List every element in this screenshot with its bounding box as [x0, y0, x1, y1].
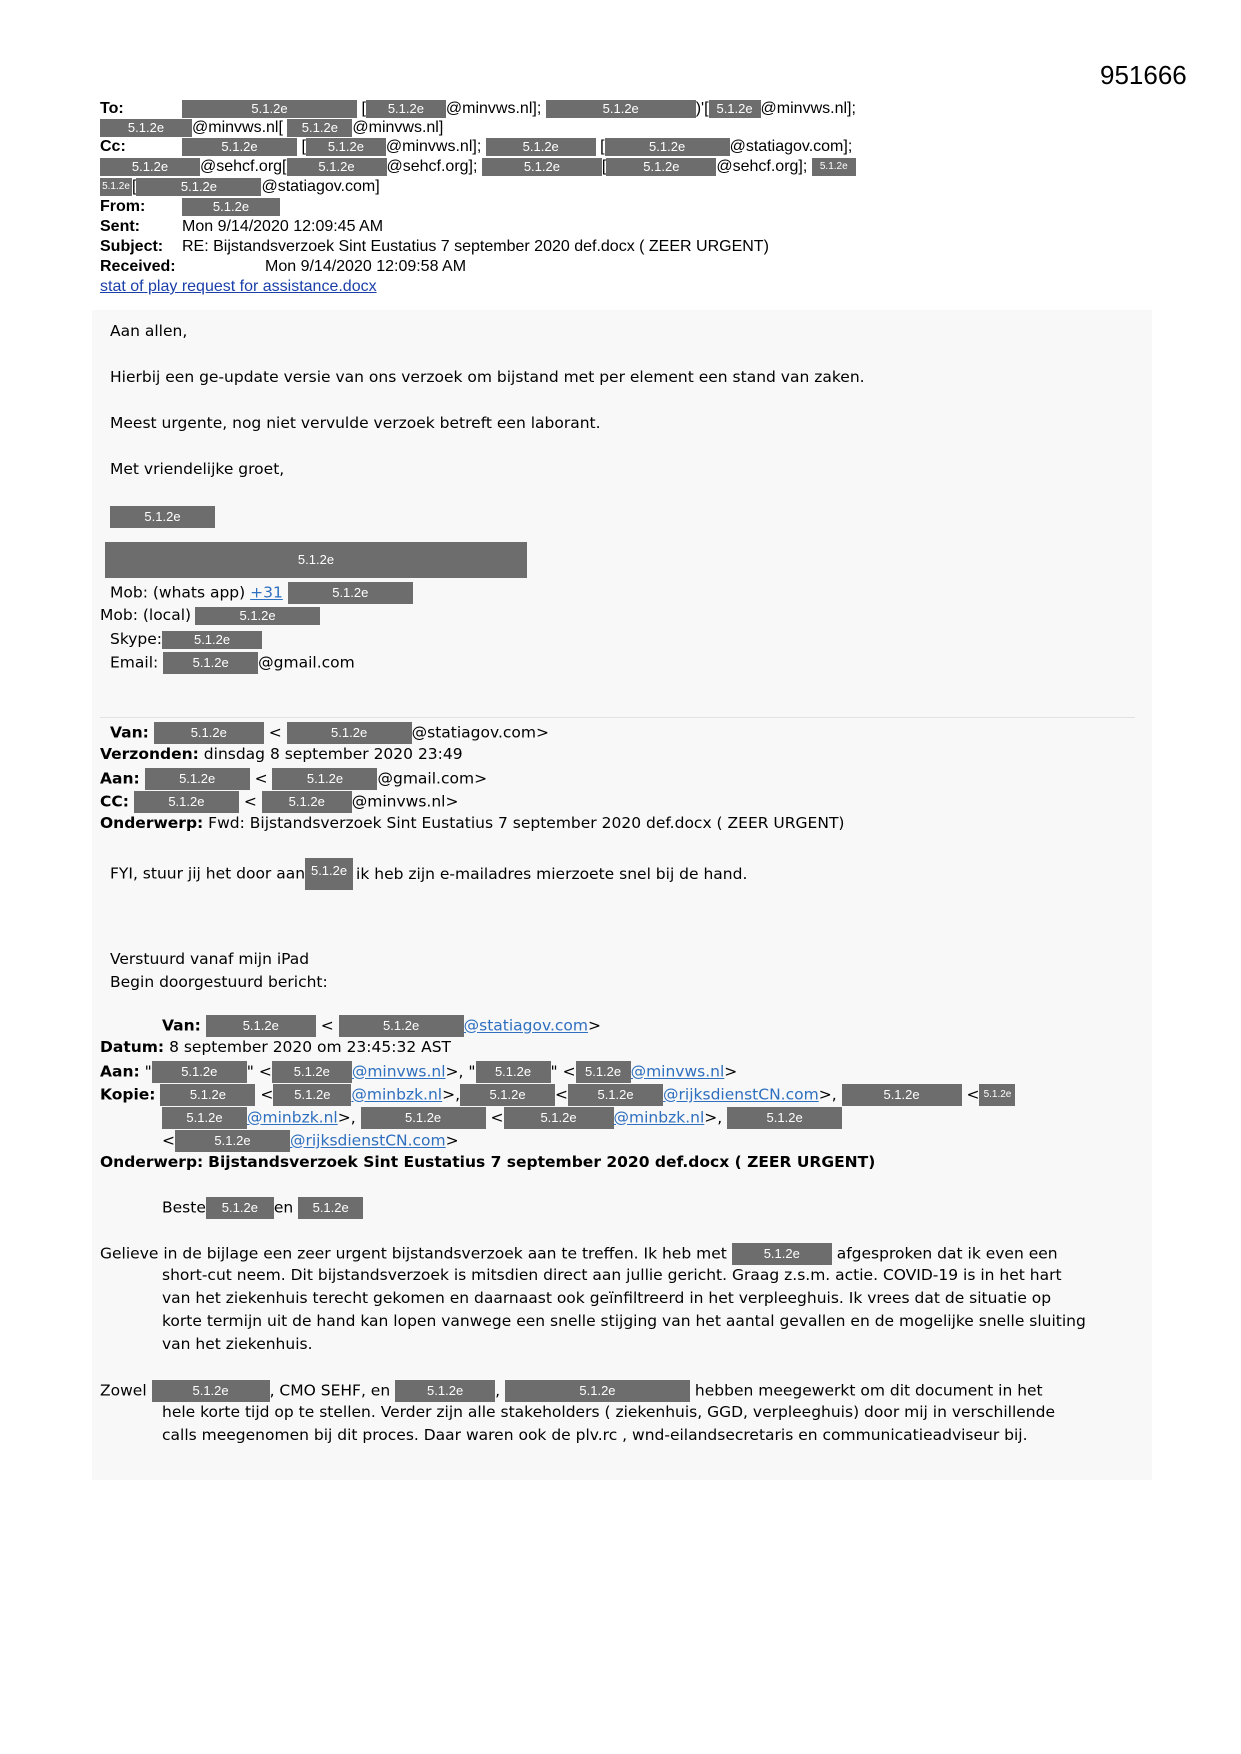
- cc-label: CC:: [100, 792, 129, 811]
- redaction-box: 5.1.2e: [306, 138, 386, 156]
- fwd-aan-label: Aan:: [100, 1062, 140, 1081]
- greeting: Aan allen,: [110, 322, 188, 340]
- beste-text: Beste: [162, 1198, 206, 1217]
- from-label: From:: [100, 198, 146, 216]
- redaction-box: 5.1.2e: [305, 858, 353, 890]
- onderwerp-value: Fwd: Bijstandsverzoek Sint Eustatius 7 september 2020 def.docx ( ZEER URGENT): [208, 814, 845, 832]
- phone-link[interactable]: +31: [250, 583, 283, 602]
- skype-label: Skype:: [110, 630, 163, 648]
- paragraph: Hierbij een ge-update versie van ons verzoek om bijstand met per element een stand van zaken.: [110, 368, 865, 386]
- redaction-box: 5.1.2e: [395, 1380, 495, 1402]
- fwd-onderwerp-label: Onderwerp:: [100, 1153, 204, 1171]
- en-text: en: [273, 1198, 294, 1217]
- email-domain: @minvws.nl];: [385, 138, 482, 156]
- email-link[interactable]: @minvws.nl: [351, 1062, 446, 1081]
- redaction-box: 5.1.2e: [727, 1107, 842, 1129]
- paragraph-line: Zowel 5.1.2e , CMO SEHF, en 5.1.2e , 5.1.2e hebben meegewerkt om dit document in het: [100, 1380, 1043, 1402]
- van-label: Van:: [110, 723, 149, 742]
- email-domain: @gmail.com: [258, 653, 355, 672]
- email-link[interactable]: @statiagov.com: [463, 1016, 588, 1035]
- redaction-box: 5.1.2e: [339, 1015, 464, 1037]
- mobile-local-label: Mob: (local): [100, 606, 192, 624]
- redaction-box: 5.1.2e: [709, 100, 761, 118]
- sent-label: Sent:: [100, 218, 140, 235]
- forward-intro: Begin doorgestuurd bericht:: [110, 973, 328, 991]
- attachment-link[interactable]: stat of play request for assistance.docx: [100, 278, 377, 295]
- redaction-box: 5.1.2e: [163, 652, 258, 674]
- paragraph: Meest urgente, nog niet vervulde verzoek betreft een laborant.: [110, 414, 601, 432]
- cc-line: CC: 5.1.2e < 5.1.2e @minvws.nl>: [100, 791, 458, 813]
- document-number: 951666: [1100, 60, 1187, 90]
- paragraph-line: short-cut neem. Dit bijstandsverzoek is mitsdien direct aan jullie gericht. Graag z.s.m. actie. COVID-19 is in het hart: [162, 1266, 1062, 1284]
- onderwerp-label: Onderwerp:: [100, 814, 204, 832]
- redaction-box: 5.1.2e: [287, 119, 352, 137]
- beste-line: [162, 1197, 363, 1219]
- ipad-signature: Verstuurd vanaf mijn iPad: [110, 950, 310, 968]
- paragraph-line: hele korte tijd op te stellen. Verder zijn alle stakeholders ( ziekenhuis, GGD, verpleeghuis) door mij in verschillende: [162, 1403, 1055, 1421]
- message-separator: [100, 717, 1135, 718]
- redaction-box: 5.1.2e: [288, 582, 413, 604]
- paragraph-text: hebben meegewerkt om dit document in het: [694, 1381, 1043, 1400]
- redaction-box: 5.1.2e: [182, 138, 297, 156]
- redaction-box: 5.1.2e: [842, 1084, 962, 1106]
- email-domain: @statiagov.com>: [411, 723, 549, 742]
- verzonden-label: Verzonden:: [100, 745, 199, 763]
- datum-line: [100, 1038, 451, 1056]
- email-label: Email:: [110, 653, 159, 672]
- redaction-box: 5.1.2e: [298, 1197, 363, 1219]
- mobile-whatsapp-label: Mob: (whats app): [110, 583, 246, 602]
- email-domain: @minvws.nl>: [351, 792, 459, 811]
- email-link[interactable]: @minbzk.nl: [351, 1085, 443, 1104]
- redaction-box: 5.1.2e: [476, 1061, 551, 1083]
- sent-value: Mon 9/14/2020 12:09:45 AM: [182, 218, 384, 235]
- fwd-van-line: Van: 5.1.2e < 5.1.2e @statiagov.com>: [162, 1015, 601, 1037]
- fyi-text: FYI, stuur jij het door aan: [110, 864, 306, 883]
- redaction-box: 5.1.2e: [568, 1084, 663, 1106]
- signature-name-redaction: 5.1.2e: [110, 506, 215, 528]
- redaction-box: 5.1.2e: [366, 100, 446, 118]
- redaction-box: 5.1.2e: [136, 178, 261, 196]
- redaction-box: 5.1.2e: [182, 198, 280, 216]
- redaction-box: 5.1.2e: [486, 138, 596, 156]
- paragraph-line: van het ziekenhuis terecht gekomen en daarnaast ook geïnfiltreerd in het verpleeghuis. Ik vrees dat de situatie op: [162, 1289, 1052, 1307]
- redaction-box: 5.1.2e: [100, 158, 200, 176]
- redaction-box: 5.1.2e: [152, 1061, 247, 1083]
- redaction-box: 5.1.2e: [505, 1380, 690, 1402]
- email-line: [110, 652, 355, 674]
- email-domain: @sehcf.org];: [386, 158, 478, 176]
- redaction-box: 5.1.2e: [605, 138, 730, 156]
- redaction-box: 5.1.2e: [272, 1061, 352, 1083]
- paragraph-text: , CMO SEHF, en: [269, 1381, 391, 1400]
- datum-label: Datum:: [100, 1038, 165, 1056]
- fyi-text: ik heb zijn e-mailadres mierzoete snel bij de hand.: [356, 864, 748, 883]
- redaction-box: 5.1.2e: [162, 631, 262, 649]
- email-link[interactable]: @rijksdienstCN.com: [663, 1085, 819, 1104]
- kopie-line-2: 5.1.2e @minbzk.nl>, 5.1.2e < 5.1.2e @minbzk.nl>, 5.1.2e: [162, 1107, 842, 1129]
- redaction-box: 5.1.2e: [606, 158, 716, 176]
- redaction-box: 5.1.2e: [732, 1243, 832, 1265]
- aan-label: Aan:: [100, 769, 140, 788]
- verzonden-line: [100, 745, 463, 763]
- mobile-local: [100, 606, 320, 625]
- email-link[interactable]: @minbzk.nl: [247, 1108, 338, 1127]
- email-domain: @minvws.nl];: [760, 100, 856, 118]
- fwd-van-label: Van:: [162, 1016, 201, 1035]
- fwd-onderwerp-value: Bijstandsverzoek Sint Eustatius 7 september 2020 def.docx ( ZEER URGENT): [208, 1153, 876, 1171]
- paragraph-text: Gelieve in de bijlage een zeer urgent bijstandsverzoek aan te treffen. Ik heb met: [100, 1244, 727, 1263]
- redaction-box: 5.1.2e: [162, 1107, 247, 1129]
- redaction-box: 5.1.2e: [160, 1084, 255, 1106]
- email-link[interactable]: @minbzk.nl: [613, 1108, 705, 1127]
- email-domain: @gmail.com>: [377, 769, 488, 788]
- email-domain: @statiagov.com]: [261, 178, 380, 196]
- redaction-box: 5.1.2e: [100, 119, 192, 137]
- signature-title-redaction: 5.1.2e: [105, 542, 527, 578]
- redaction-box: 5.1.2e: [206, 1015, 316, 1037]
- received-value: Mon 9/14/2020 12:09:58 AM: [265, 258, 467, 275]
- redaction-box: 5.1.2e: [287, 722, 412, 744]
- redaction-box: 5.1.2e: [154, 722, 264, 744]
- redaction-box: 5.1.2e: [482, 158, 602, 176]
- email-domain: @minvws.nl];: [445, 100, 542, 118]
- redaction-box: 5.1.2e: [812, 158, 856, 176]
- closing: Met vriendelijke groet,: [110, 460, 285, 478]
- redaction-box: 5.1.2e: [273, 1084, 351, 1106]
- email-domain: @minvws.nl[: [192, 119, 283, 137]
- redaction-box: 5.1.2e: [182, 100, 357, 118]
- redaction-box: 5.1.2e: [576, 1061, 631, 1083]
- redaction-box: 5.1.2e: [287, 158, 387, 176]
- paragraph-text: afgesproken dat ik even een: [836, 1244, 1058, 1263]
- redaction-box: 5.1.2e: [134, 791, 239, 813]
- redaction-box: 5.1.2e: [195, 607, 320, 625]
- email-domain: @sehcf.org];: [716, 158, 808, 176]
- redaction-box: 5.1.2e: [100, 178, 132, 196]
- fyi-paragraph: [110, 858, 747, 890]
- paragraph-line: [100, 1243, 1058, 1265]
- fwd-aan-line: Aan: " 5.1.2e " < 5.1.2e @minvws.nl>, " 5.1.2e " < 5.1.2e @minvws.nl>: [100, 1061, 737, 1083]
- onderwerp-line: [100, 814, 844, 832]
- redaction-box: 5.1.2e: [460, 1084, 555, 1106]
- email-link[interactable]: @rijksdienstCN.com: [290, 1131, 446, 1150]
- email-domain: @minvws.nl]: [352, 119, 444, 137]
- verzonden-value: dinsdag 8 september 2020 23:49: [203, 745, 463, 763]
- skype: [110, 630, 262, 649]
- received-label: Received:: [100, 258, 176, 275]
- subject-label: Subject:: [100, 238, 164, 255]
- redaction-box: 5.1.2e: [272, 768, 377, 790]
- redaction-box: 5.1.2e: [145, 768, 250, 790]
- subject-value: RE: Bijstandsverzoek Sint Eustatius 7 september 2020 def.docx ( ZEER URGENT): [182, 238, 769, 255]
- kopie-line-3: < 5.1.2e @rijksdienstCN.com>: [162, 1130, 459, 1152]
- paragraph-line: van het ziekenhuis.: [162, 1335, 313, 1353]
- email-domain: @statiagov.com];: [729, 138, 853, 156]
- email-link[interactable]: @minvws.nl: [630, 1062, 725, 1081]
- redaction-box: 5.1.2e: [206, 1197, 274, 1219]
- punctuation: )'[: [695, 100, 709, 118]
- redaction-box: 5.1.2e: [979, 1084, 1015, 1106]
- fwd-onderwerp-line: [100, 1153, 875, 1171]
- redaction-box: 5.1.2e: [504, 1107, 614, 1129]
- kopie-label: Kopie:: [100, 1085, 156, 1104]
- redaction-box: 5.1.2e: [361, 1107, 486, 1129]
- kopie-line: Kopie: 5.1.2e < 5.1.2e @minbzk.nl>, 5.1.2e < 5.1.2e @rijksdienstCN.com>, 5.1.2e < 5.1.2e: [100, 1084, 1015, 1106]
- aan-line: Aan: 5.1.2e < 5.1.2e @gmail.com>: [100, 768, 487, 790]
- redaction-box: 5.1.2e: [175, 1130, 290, 1152]
- datum-value: 8 september 2020 om 23:45:32 AST: [169, 1038, 452, 1056]
- redaction-box: 5.1.2e: [262, 791, 352, 813]
- redaction-box: 5.1.2e: [546, 100, 696, 118]
- mobile-whatsapp: [110, 582, 413, 604]
- paragraph-text: Zowel: [100, 1381, 147, 1400]
- van-line: Van: 5.1.2e < 5.1.2e @statiagov.com>: [110, 722, 549, 744]
- paragraph-line: calls meegenomen bij dit proces. Daar waren ook de plv.rc , wnd-eilandsecretaris en communicatieadviseur bij.: [162, 1426, 1028, 1444]
- paragraph-line: korte termijn uit de hand kan lopen vanwege een snelle stijging van het aantal gevallen en de mogelijke snelle sluiting: [162, 1312, 1086, 1330]
- cc-label: Cc:: [100, 138, 126, 156]
- to-label: To:: [100, 100, 124, 118]
- redaction-box: 5.1.2e: [152, 1380, 270, 1402]
- email-domain: @sehcf.org[: [200, 158, 287, 176]
